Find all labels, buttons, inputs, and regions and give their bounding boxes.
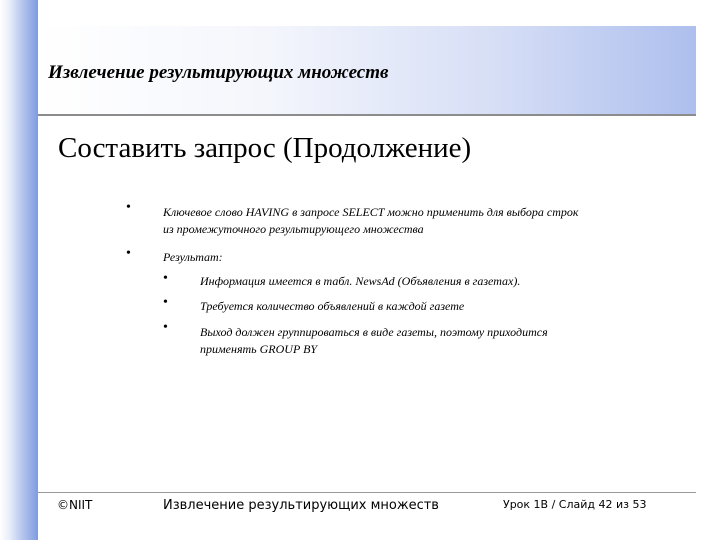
slide-header-title: Извлечение результирующих множеств xyxy=(48,62,389,83)
bullet-text-line: Выход должен группироваться в виде газеты, поэтому приходится xyxy=(200,325,548,339)
bullet-text-line: Ключевое слово HAVING в запросе SELECT можно применить для выбора строк xyxy=(163,205,579,219)
subbullet-text-info xyxy=(200,273,520,290)
footer-copyright: ©NIIT xyxy=(57,498,93,512)
footer-course-title: Извлечение результирующих множеств xyxy=(163,498,439,513)
bullet-text-line: из промежуточного результирующего множества xyxy=(163,222,424,236)
bullet-text-line: Результат: xyxy=(163,250,223,264)
bullet-marker: • xyxy=(126,246,131,261)
subbullet-text-count xyxy=(200,298,464,315)
bullet-text-line: применять GROUP BY xyxy=(200,342,318,356)
subbullet-text-groupby xyxy=(200,324,548,358)
bullet-text-line: Требуется количество объявлений в каждой газете xyxy=(200,299,465,313)
footer-divider xyxy=(38,492,696,493)
left-decorative-bar xyxy=(0,0,38,540)
subbullet-marker: • xyxy=(163,320,168,335)
bullet-marker: • xyxy=(126,200,131,215)
subbullet-marker: • xyxy=(163,295,168,310)
bullet-text-line: Информация имеется в табл. NewsAd (Объявления в газетах). xyxy=(200,274,521,288)
bullet-text-result xyxy=(163,249,223,266)
slide-subtitle: Составить запрос (Продолжение) xyxy=(58,132,472,164)
footer-slide-info: Урок 1B / Слайд 42 из 53 xyxy=(503,498,647,511)
subbullet-marker: • xyxy=(163,271,168,286)
bullet-text-having xyxy=(163,204,579,238)
header-divider xyxy=(38,114,696,116)
